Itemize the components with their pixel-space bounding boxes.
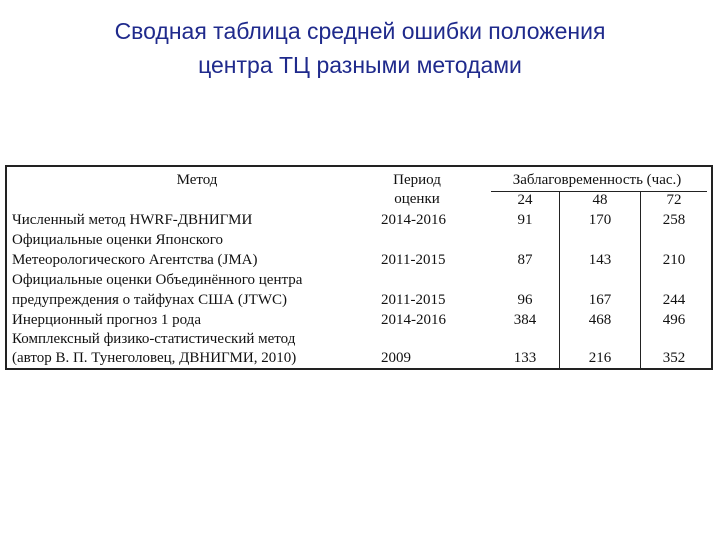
row-5-method-line-2: (автор В. П. Тунеголовец, ДВНИГМИ, 2010) xyxy=(12,350,297,366)
row-2-72h: 210 xyxy=(662,252,686,268)
error-summary-table xyxy=(5,165,713,370)
row-1-24h: 91 xyxy=(517,212,533,228)
header-period-line-2: оценки xyxy=(394,191,440,207)
slide-title-line-1: Сводная таблица средней ошибки положения xyxy=(114,18,606,44)
row-3-method-line-2: предупреждения о тайфунах США (JTWC) xyxy=(12,292,287,308)
row-3-24h: 96 xyxy=(517,292,533,308)
row-2-method-line-2: Метеорологического Агентства (JMA) xyxy=(12,252,258,268)
row-4-method: Инерционный прогноз 1 рода xyxy=(12,312,201,328)
header-method: Метод xyxy=(176,172,218,188)
row-1-48h: 170 xyxy=(588,212,612,228)
row-5-24h: 133 xyxy=(513,350,537,366)
slide-title xyxy=(0,14,720,82)
header-72h: 72 xyxy=(666,192,682,208)
header-48h: 48 xyxy=(592,192,608,208)
row-3-period: 2011-2015 xyxy=(381,292,446,308)
row-2-48h: 143 xyxy=(588,252,612,268)
row-2-method-line-1: Официальные оценки Японского xyxy=(12,232,224,248)
row-5-72h: 352 xyxy=(662,350,686,366)
row-1-period: 2014-2016 xyxy=(381,212,446,228)
row-4-period: 2014-2016 xyxy=(381,312,446,328)
header-lead-time: Заблаговременность (час.) xyxy=(512,172,682,188)
row-3-72h: 244 xyxy=(662,292,686,308)
row-2-period: 2011-2015 xyxy=(381,252,446,268)
row-4-48h: 468 xyxy=(588,312,612,328)
header-period-line-1: Период xyxy=(393,172,441,188)
row-3-method-line-1: Официальные оценки Объединённого центра xyxy=(12,272,303,288)
row-4-24h: 384 xyxy=(513,312,537,328)
slide-title-line-2: центра ТЦ разными методами xyxy=(198,52,522,78)
row-3-48h: 167 xyxy=(588,292,612,308)
row-1-method: Численный метод HWRF-ДВНИГМИ xyxy=(12,212,253,228)
row-5-48h: 216 xyxy=(588,350,612,366)
row-2-24h: 87 xyxy=(517,252,533,268)
row-5-period: 2009 xyxy=(381,350,411,366)
row-4-72h: 496 xyxy=(662,312,686,328)
row-1-72h: 258 xyxy=(662,212,686,228)
row-5-method-line-1: Комплексный физико-статистический метод xyxy=(12,331,296,347)
header-24h: 24 xyxy=(517,192,533,208)
